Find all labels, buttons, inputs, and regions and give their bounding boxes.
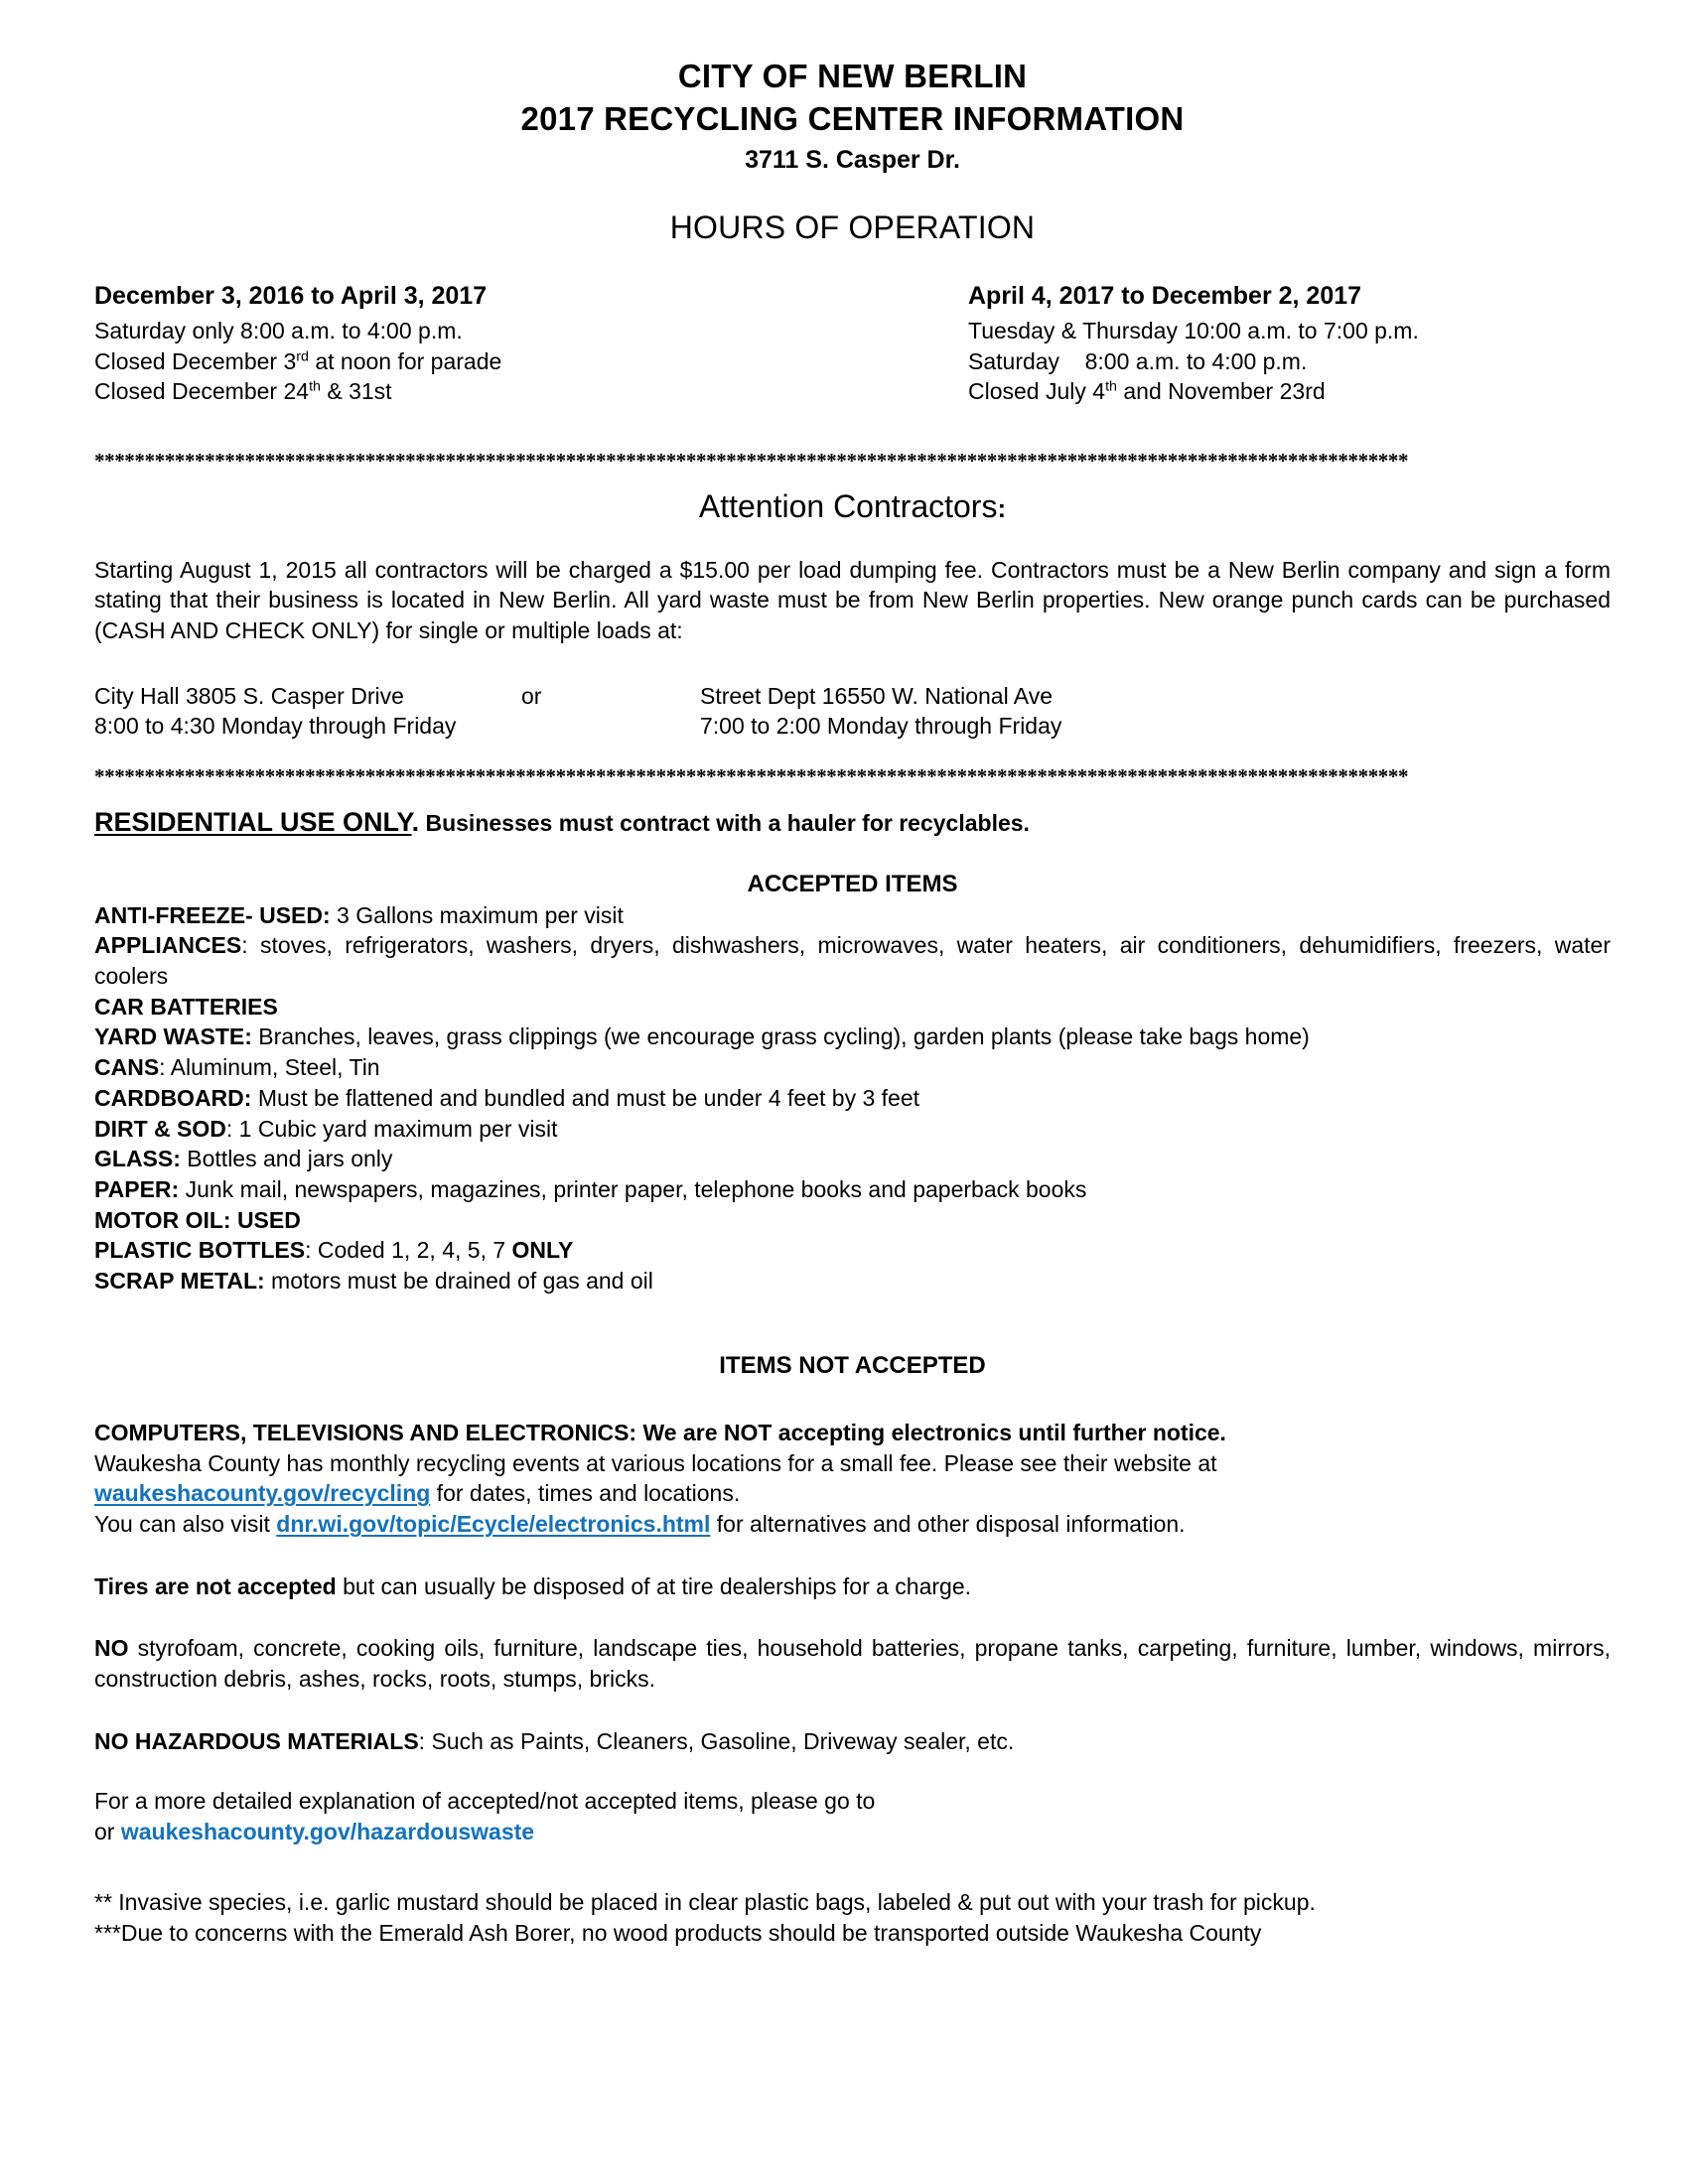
summer-line-tuesday-thursday: Tuesday & Thursday 10:00 a.m. to 7:00 p.m. — [968, 318, 1419, 344]
no-items-rest: styrofoam, concrete, cooking oils, furniture, landscape ties, household batteries, propane tanks, carpeting, furniture, lumber, windows, mirrors, construction debris, ashes, rocks, roots, stumps, bricks. — [94, 1635, 1611, 1693]
detailed-explanation-notice — [94, 1786, 1611, 1846]
section-spacer — [94, 1297, 1611, 1352]
city-hall-hours: 8:00 to 4:30 Monday through Friday — [94, 713, 457, 740]
attention-contractors-heading — [94, 488, 1611, 525]
item-label: GLASS: — [94, 1146, 181, 1172]
summer-holiday-pre: Closed July 4 — [968, 378, 1106, 405]
footnote-invasive-species: ** Invasive species, i.e. garlic mustard should be placed in clear plastic bags, labeled & put out with your trash for pickup. — [94, 1888, 1316, 1915]
list-item — [94, 992, 1611, 1023]
residential-use-only-label: RESIDENTIAL USE ONLY — [94, 806, 412, 837]
tires-notice — [94, 1571, 1611, 1602]
footnotes — [94, 1887, 1611, 1948]
electronics-headline — [94, 1418, 1611, 1448]
item-text: Branches, leaves, grass clippings (we encourage grass cycling), garden plants (please take bags home) — [251, 1024, 1310, 1050]
accepted-items-heading: ACCEPTED ITEMS — [747, 870, 958, 897]
list-item — [94, 1235, 1611, 1266]
electronics-link-suffix: for dates, times and locations. — [430, 1480, 741, 1507]
hours-column-winter — [94, 280, 968, 407]
electronics-notice — [94, 1418, 1611, 1540]
document-header — [94, 56, 1611, 178]
asterisk-divider-top: *********************************************************************************************************************************** — [94, 450, 1409, 472]
street-dept-hours: 7:00 to 2:00 Monday through Friday — [700, 713, 1062, 740]
page-title-line-2: 2017 RECYCLING CENTER INFORMATION — [520, 99, 1185, 137]
hours-column-summer — [968, 280, 1611, 407]
winter-line-holiday-closure — [94, 376, 968, 407]
item-text: motors must be drained of gas and oil — [264, 1268, 653, 1295]
detailed-line-1: For a more detailed explanation of accepted/not accepted items, please go to — [94, 1788, 876, 1815]
items-not-accepted-heading: ITEMS NOT ACCEPTED — [719, 1351, 986, 1379]
winter-parade-post: at noon for parade — [308, 347, 502, 374]
item-label: MOTOR OIL: USED — [94, 1206, 301, 1233]
item-label: PAPER: — [94, 1175, 180, 1202]
item-label: SCRAP METAL: — [94, 1268, 265, 1295]
no-bold: NO — [94, 1635, 129, 1662]
electronics-county-line — [94, 1448, 1611, 1479]
item-text: Must be flattened and bundled and must be under 4 feet by 3 feet — [251, 1084, 920, 1111]
asterisk-divider-bottom: *********************************************************************************************************************************** — [94, 765, 1409, 787]
summer-holiday-post: and November 23rd — [1116, 378, 1326, 405]
contractors-paragraph: Starting August 1, 2015 all contractors will be charged a $15.00 per load dumping fee. Contractors must be a New Berlin company and sign a form stating that their business is located in New Berlin. All yard waste must be from New Berlin properties. New orange punch cards can be purchased (CASH AND CHECK ONLY) for single or multiple loads at: — [94, 556, 1611, 643]
link-waukeshacounty-hazardouswaste[interactable]: waukeshacounty.gov/hazardouswaste — [120, 1819, 535, 1845]
electronics-bold-lead2: , TELEVISIONS AND ELECTRONICS — [239, 1419, 630, 1445]
dnr-link-prefix: You can also visit — [94, 1510, 277, 1537]
hazardous-rest: : Such as Paints, Cleaners, Gasoline, Driveway sealer, etc. — [418, 1727, 1015, 1754]
winter-holiday-sup: th — [309, 378, 321, 395]
item-text: : stoves, refrigerators, washers, dryers, dishwashers, microwaves, water heaters, air conditioners, dehumidifiers, freezers, water coolers — [94, 932, 1611, 990]
residential-business-note: Businesses must contract with a hauler for recyclables. — [419, 809, 1030, 836]
link-waukeshacounty-recycling[interactable]: waukeshacounty.gov/recycling — [94, 1480, 431, 1507]
item-trailing-bold: ONLY — [511, 1237, 574, 1264]
list-item — [94, 900, 1611, 931]
summer-line-holiday-closure — [968, 376, 1611, 407]
hazardous-bold: NO HAZARDOUS MATERIALS — [94, 1727, 419, 1754]
list-item — [94, 1174, 1611, 1205]
city-hall-address: City Hall 3805 S. Casper Drive — [94, 682, 404, 709]
attention-contractors-text: Attention Contractors — [698, 487, 998, 524]
item-text: 3 Gallons maximum per visit — [330, 901, 624, 928]
list-item — [94, 1083, 1611, 1114]
list-item — [94, 1022, 1611, 1052]
summer-line-saturday: Saturday 8:00 a.m. to 4:00 p.m. — [968, 347, 1308, 374]
item-label: PLASTIC BOTTLES — [94, 1237, 306, 1264]
item-text: Junk mail, newspapers, magazines, printer paper, telephone books and paperback books — [179, 1175, 1087, 1202]
list-item — [94, 1144, 1611, 1174]
location-city-hall — [94, 681, 521, 742]
accepted-items-list — [94, 900, 1611, 1297]
attention-contractors-colon: : — [997, 492, 1007, 523]
tires-rest: but can usually be disposed of at tire dealerships for a charge. — [336, 1572, 972, 1599]
summer-season-heading: April 4, 2017 to December 2, 2017 — [968, 281, 1362, 310]
winter-line-saturday: Saturday only 8:00 a.m. to 4:00 p.m. — [94, 318, 463, 344]
detailed-link-prefix: or — [94, 1819, 121, 1845]
residential-use-notice — [94, 807, 1611, 838]
winter-parade-pre: Closed December 3 — [94, 347, 297, 374]
winter-holiday-post: & 31st — [320, 378, 392, 405]
hazardous-notice — [94, 1726, 1611, 1757]
page-title-line-1: CITY OF NEW BERLIN — [677, 58, 1028, 94]
winter-line-parade-closure — [94, 346, 968, 377]
item-label: DIRT & SOD — [94, 1115, 226, 1142]
item-text: Bottles and jars only — [180, 1146, 393, 1172]
electronics-county-text: Waukesha County has monthly recycling events at various locations for a small fee. Please see their website at — [94, 1449, 1217, 1476]
list-item — [94, 1266, 1611, 1297]
summer-holiday-sup: th — [1105, 378, 1117, 395]
location-separator-or: or — [521, 682, 542, 709]
item-label: CARDBOARD: — [94, 1084, 252, 1111]
location-street-dept — [700, 681, 1611, 742]
item-label: APPLIANCES — [94, 932, 242, 959]
list-item — [94, 930, 1611, 991]
item-text: : Aluminum, Steel, Tin — [159, 1054, 380, 1081]
item-text: : Coded 1, 2, 4, 5, 7 — [305, 1237, 512, 1264]
no-items-notice — [94, 1633, 1611, 1694]
item-label: CAR BATTERIES — [94, 993, 278, 1020]
winter-holiday-pre: Closed December 24 — [94, 378, 310, 405]
electronics-link-line — [94, 1478, 1611, 1509]
page-subtitle-address: 3711 S. Casper Dr. — [745, 145, 960, 174]
dnr-link-suffix: for alternatives and other disposal information. — [710, 1510, 1186, 1537]
item-text: : 1 Cubic yard maximum per visit — [225, 1115, 558, 1142]
punch-card-locations — [94, 681, 1611, 742]
item-label: CANS — [94, 1054, 160, 1081]
tires-bold: Tires are not accepted — [94, 1572, 337, 1599]
list-item — [94, 1114, 1611, 1145]
electronics-bold-rest: : We are NOT accepting electronics until further notice. — [629, 1419, 1226, 1445]
street-dept-address: Street Dept 16550 W. National Ave — [700, 682, 1054, 709]
list-item — [94, 1205, 1611, 1236]
residential-period: . — [411, 806, 420, 837]
list-item — [94, 1052, 1611, 1083]
winter-season-heading: December 3, 2016 to April 3, 2017 — [94, 281, 488, 310]
detailed-line-2 — [94, 1817, 1611, 1847]
hours-of-operation-heading: HOURS OF OPERATION — [669, 208, 1036, 245]
footnote-emerald-ash-borer: ***Due to concerns with the Emerald Ash Borer, no wood products should be transported outside Waukesha County — [94, 1919, 1262, 1946]
winter-parade-sup: rd — [296, 347, 309, 364]
hours-columns — [94, 280, 1611, 407]
dnr-link-line — [94, 1509, 1611, 1540]
item-label: YARD WASTE: — [94, 1024, 252, 1050]
link-dnr-ecycle-electronics[interactable]: dnr.wi.gov/topic/Ecycle/electronics.html — [276, 1510, 711, 1537]
electronics-bold-lead: COMPUTERS — [94, 1419, 240, 1445]
item-label: ANTI-FREEZE- USED: — [94, 901, 331, 928]
